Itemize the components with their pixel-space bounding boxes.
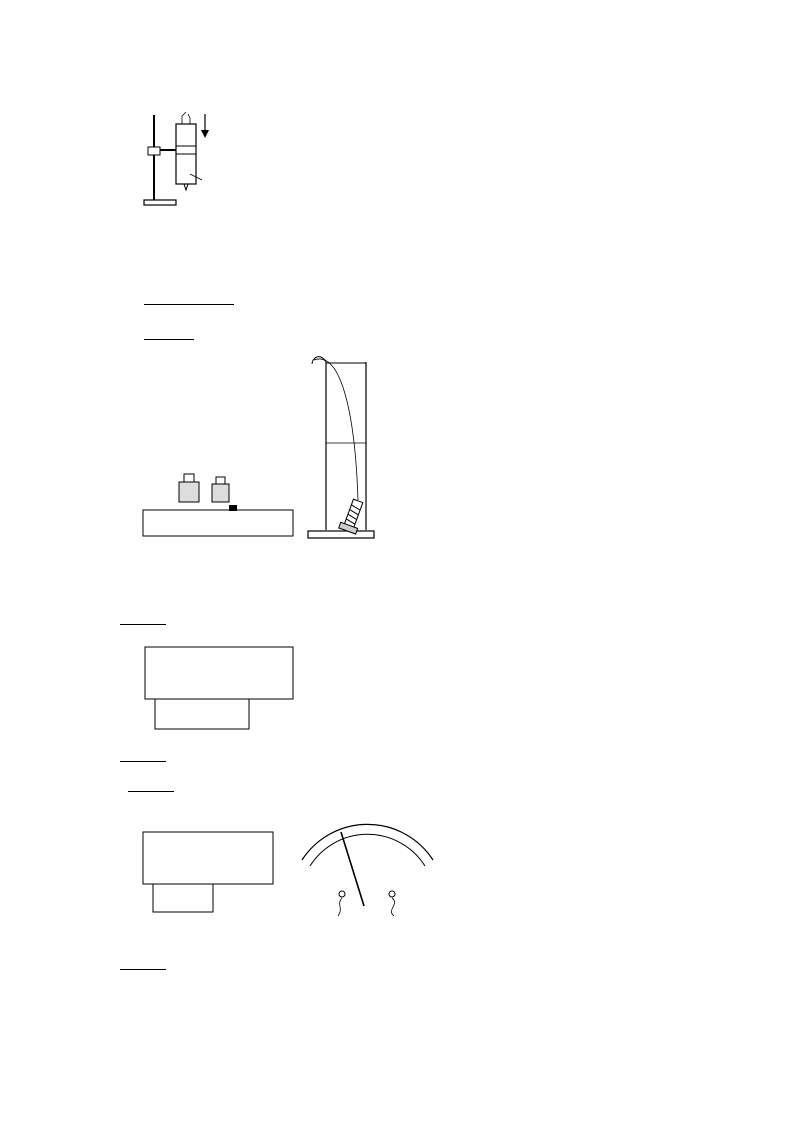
- apparatus-figure: [140, 110, 250, 210]
- figure2-voltmeter: [280, 810, 450, 925]
- figure-q6-ruler: [140, 645, 300, 735]
- answer-blank-density[interactable]: [144, 327, 194, 340]
- question-7-part2: [128, 779, 174, 798]
- figure1-ruler: [140, 830, 280, 915]
- answer-blank-mass[interactable]: [144, 292, 194, 305]
- answer-blank-q6[interactable]: [120, 612, 166, 625]
- answer-blank-action[interactable]: [194, 292, 234, 305]
- question-5-line3: [136, 324, 194, 346]
- figure-jia-balance: [138, 455, 298, 575]
- question-6: [120, 612, 166, 631]
- question-5-line2: [136, 292, 234, 311]
- answer-blank-q7-2[interactable]: [128, 779, 174, 792]
- answer-blank-q7-1[interactable]: [120, 749, 166, 762]
- answer-blank-q8[interactable]: [120, 957, 166, 970]
- figure-yi-cylinder: [300, 350, 390, 550]
- question-8: [120, 957, 166, 976]
- question-7: [120, 749, 166, 768]
